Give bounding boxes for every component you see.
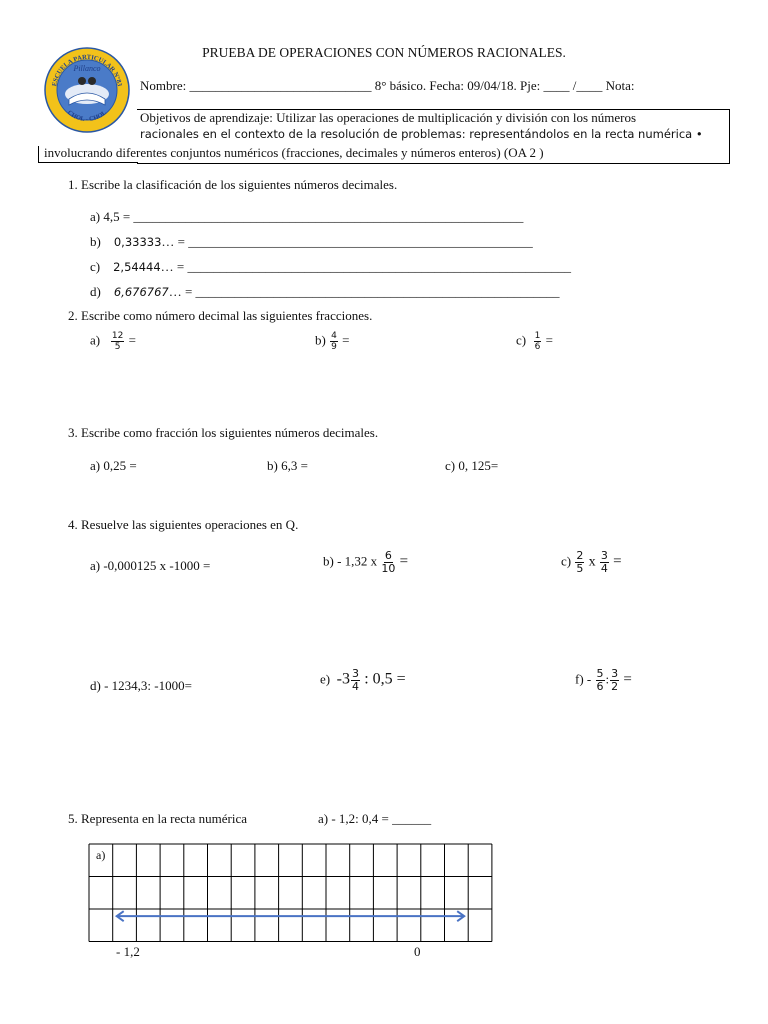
grid-label: a) [96,848,106,862]
logo-bottom-text: CHOL - CHOL [65,109,109,124]
q4-b-prefix: b) - 1,32 x [323,553,378,569]
number-line-label-left: - 1,2 [116,944,140,959]
q2-c-fraction [534,331,542,352]
q4-item-c [561,550,622,575]
q1-c-label: c) [90,259,101,274]
q1-item-a: a) 4,5 = ____________________________________________________________ [90,209,524,224]
q1-b-tail: … = _____________________________________________________ [161,234,533,249]
q5-item-a: a) - 1,2: 0,4 = ______ [318,811,432,826]
q4-c-denominator-1: 5 [576,562,584,575]
objective-line-1: Objetivos de aprendizaje: Utilizar las operaciones de multiplicación y división con los números [140,110,637,125]
q1-c-value: 2,54444 [113,260,161,274]
q4-f-label: f) - [575,671,592,687]
q2-b-numerator: 4 [331,331,337,341]
q4-f-denominator-2: 2 [611,680,619,693]
q4-e-whole: -3 [336,670,350,688]
q4-b-equals: = [399,553,409,570]
q4-f-numerator-2: 3 [611,667,619,680]
q2-b-denominator: 9 [331,342,337,352]
q1-d-label: d) [90,284,101,299]
q2-c-equals: = [545,332,553,348]
q2-a-equals: = [128,332,136,348]
q4-f-fraction-1 [596,668,605,693]
q1-c-tail: … = ___________________________________________________________ [160,259,572,274]
q4-c-numerator-1: 2 [576,549,584,562]
q1-item-d [90,284,560,300]
number-line-grid [88,843,494,943]
logo-script-text: Pillanco [73,64,101,73]
q2-a-denominator: 5 [114,342,121,352]
q2-a-label: a) [90,332,101,348]
q3-item-b: b) 6,3 = [267,458,308,473]
q4-b-denominator: 10 [381,562,396,575]
q2-c-denominator: 6 [534,342,541,352]
q2-b-equals: = [342,332,350,348]
q3-item-c: c) 0, 125= [445,458,499,473]
q4-item-b [323,550,408,575]
q4-c-label: c) [561,553,572,569]
q4-c-fraction-2 [600,550,609,575]
q4-c-equals: = [613,553,622,570]
q4-item-a: a) -0,000125 x -1000 = [90,558,211,573]
q4-f-fraction-2 [610,668,619,693]
objectives-box-left-border [38,146,39,162]
q1-item-b [90,234,533,250]
number-line-label-right: 0 [414,944,421,959]
q2-c-label: c) [516,332,527,348]
q2-item-a [90,331,136,352]
q4-f-numerator-1: 5 [596,667,604,680]
q2-b-fraction [330,331,338,352]
q2-c-numerator: 1 [534,331,541,341]
q4-b-numerator: 6 [384,549,392,562]
q2-a-fraction [111,331,124,352]
q2-a-numerator: 12 [111,331,124,341]
q4-c-times: x [588,554,596,570]
q1-b-value: 0,33333 [113,235,162,249]
q2-item-c [516,331,553,352]
q2-b-label: b) [315,332,326,348]
q4-item-e [320,668,406,693]
q4-prompt: 4. Resuelve las siguientes operaciones en Q. [68,517,299,532]
q4-item-f [575,668,632,693]
q3-prompt: 3. Escribe como fracción los siguientes números decimales. [68,425,379,440]
q4-f-denominator-1: 6 [596,680,604,693]
q4-b-fraction [381,550,395,575]
q4-c-denominator-2: 4 [600,562,608,575]
q1-d-value: 6,676767 [113,285,169,299]
student-info-line: Nombre: ____________________________ 8° básico. Fecha: 09/04/18. Pje: ____ /____ Nota: [140,78,635,93]
q4-e-tail: : 0,5 = [364,670,406,688]
q4-f-equals: = [623,671,632,688]
q4-e-numerator: 3 [351,667,359,680]
q5-prompt: 5. Representa en la recta numérica [68,811,248,826]
q1-item-c [90,259,571,275]
q4-item-d: d) - 1234,3: -1000= [90,678,192,693]
logo-top-text: ESCUELA PARTICULAR N°83 [51,53,123,87]
objective-line-2: racionales en el contexto de la resolución de problemas: representándolos en la recta numérica • [140,127,703,141]
q4-e-denominator: 4 [351,680,359,693]
test-title: PRUEBA DE OPERACIONES CON NÚMEROS RACIONALES. [202,45,566,60]
q1-d-tail: … = ________________________________________________________ [168,284,560,299]
q1-prompt: 1. Escribe la clasificación de los siguientes números decimales. [68,177,398,192]
q3-item-a: a) 0,25 = [90,458,137,473]
q4-e-fraction [351,668,360,693]
q4-c-fraction-1 [575,550,584,575]
q4-f-colon: : [605,671,610,687]
q4-e-label: e) [320,671,331,687]
q2-prompt: 2. Escribe como número decimal las siguientes fracciones. [68,308,373,323]
q2-item-b [315,331,349,352]
q4-c-numerator-2: 3 [600,549,608,562]
q1-b-label: b) [90,234,101,249]
objectives-box-bottom-border [38,162,138,163]
objective-line-3: involucrando diferentes conjuntos numéricos (fracciones, decimales y números enteros) (OA 2 ) [44,145,544,160]
